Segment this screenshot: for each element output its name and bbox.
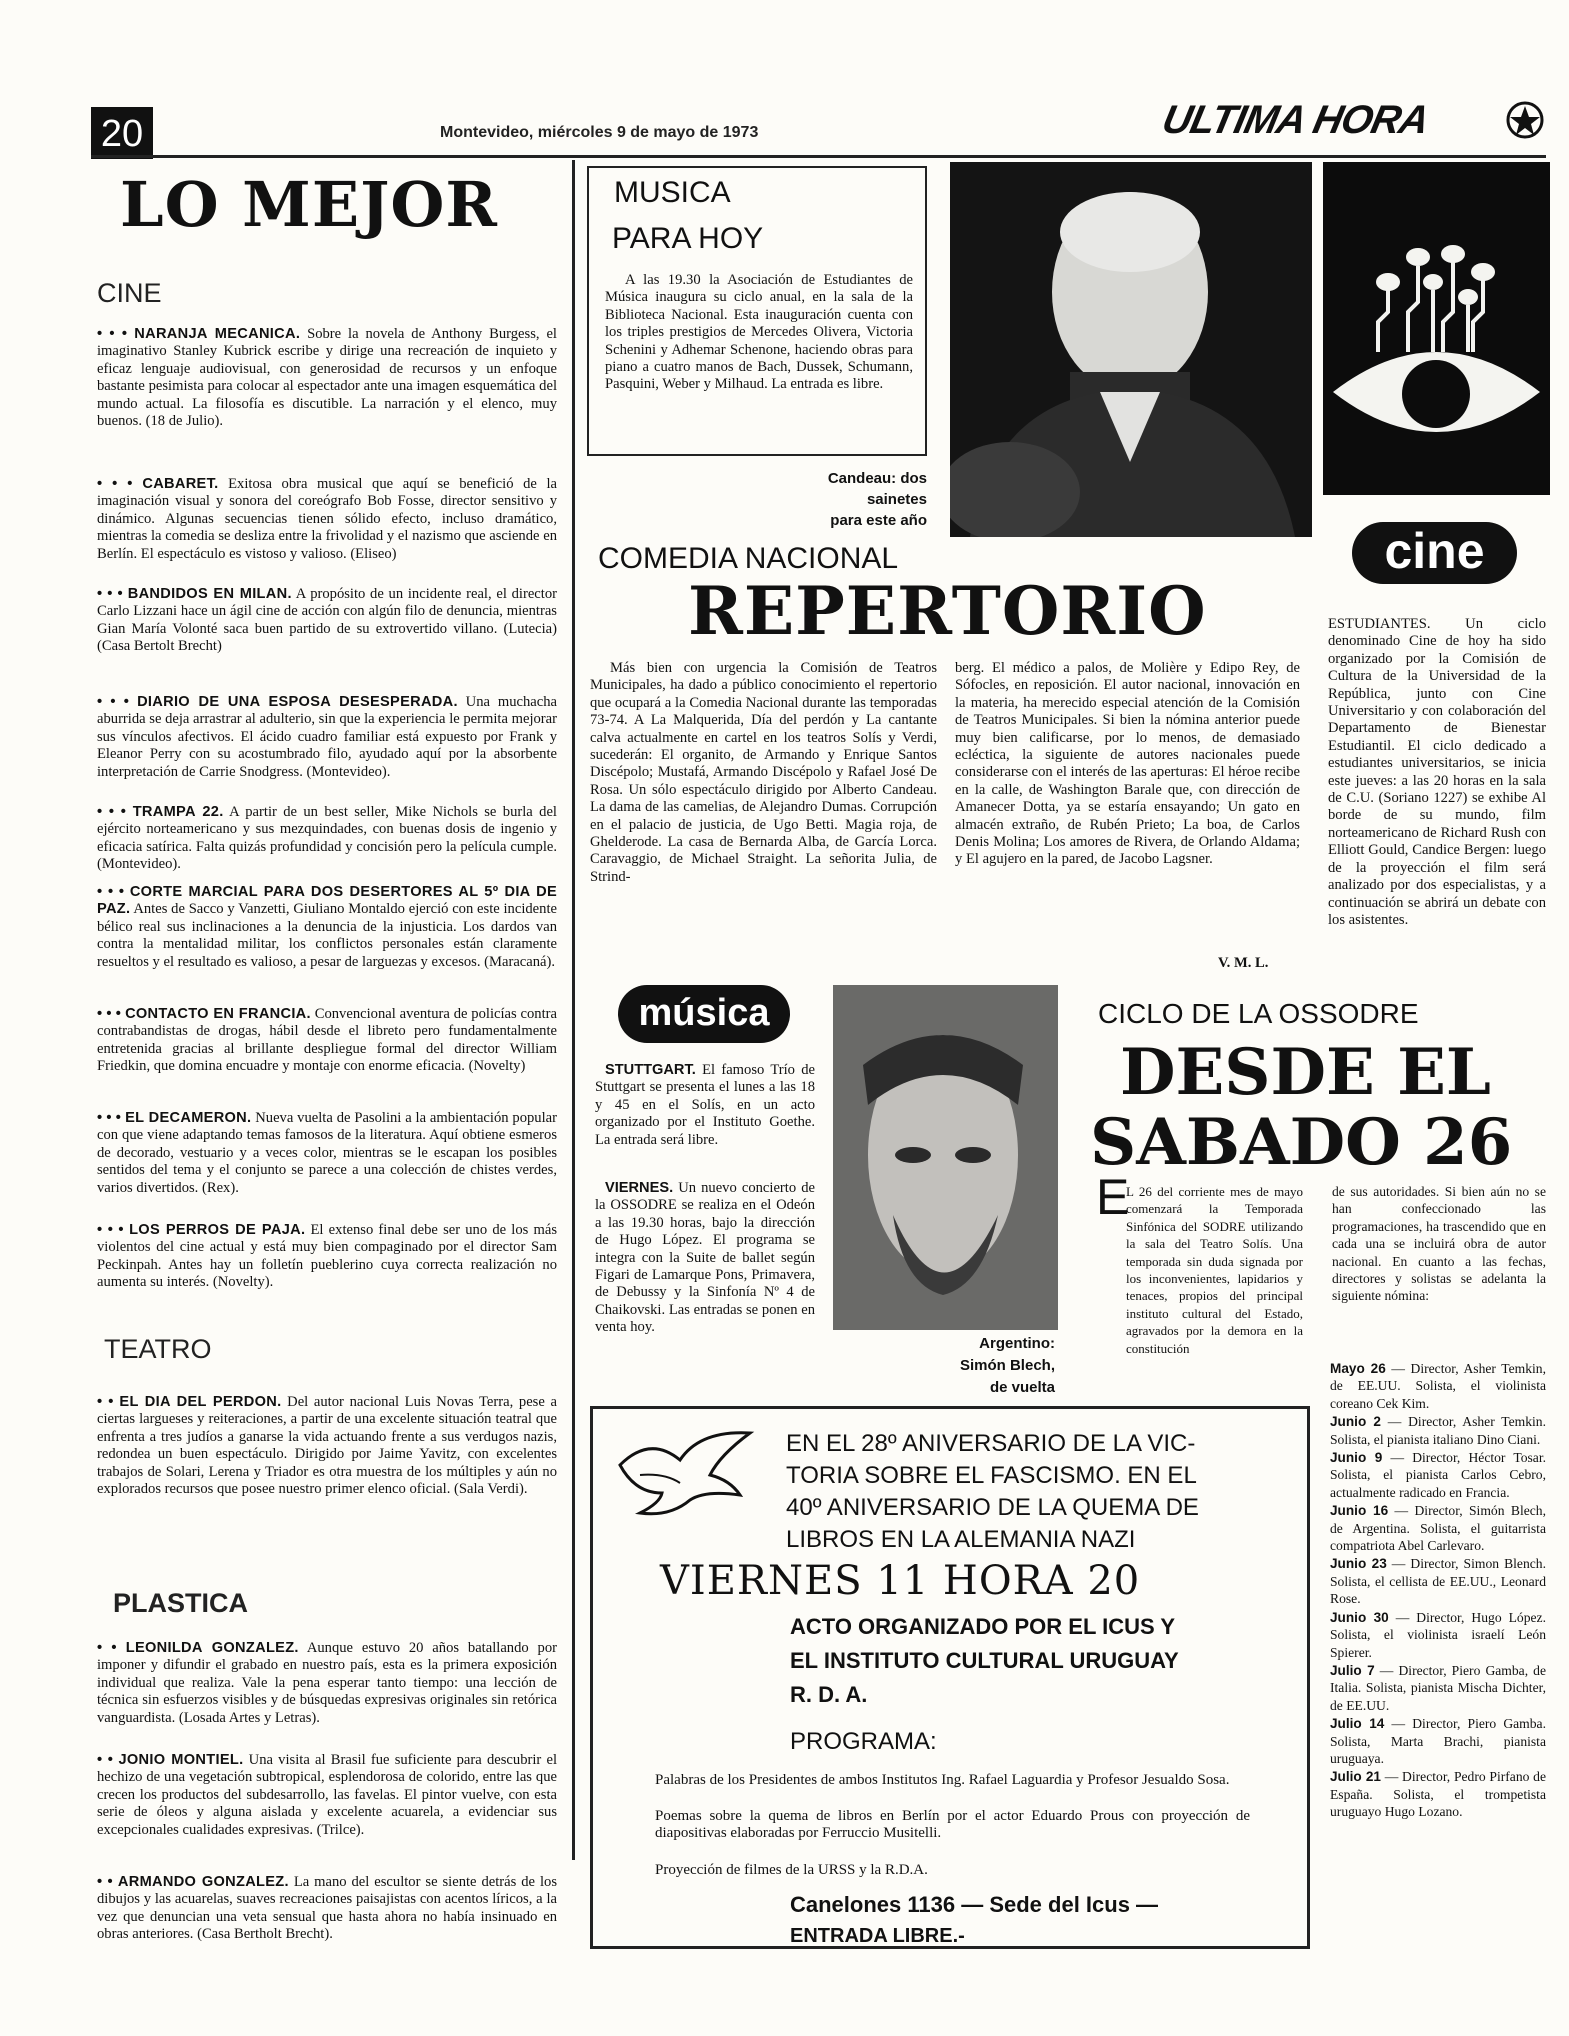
ossodre-col1: L 26 del corriente mes de mayo comenzará la Temporada Sinfónica del SODRE utilizando la sala del Teatro Solís. Una temporada sin duda signada por los inconvenientes, lapidarios y tenaces, propios del principal instituto cultural del Estado, agravados por la demora en la constitución — [1126, 1184, 1303, 1356]
masthead-logo: ULTIMA HORA — [1158, 98, 1433, 142]
blech-caption-1: Argentino: — [979, 1335, 1055, 1352]
review-item-title: LEONILDA GONZALEZ. — [125, 1640, 299, 1656]
review-item-text: Sobre la novela de Anthony Burgess, el imaginativo Stanley Kubrick escribe y dirige una recreación de inquieto y eficaz lenguaje audiovisual, con generosidad de recursos y un enfoque bastante pesimista para colocar al espectador ante una imagen esquemática del mundo actual. La filosofía es discutible. La narración y el elenco, muy buenos. (18 de Julio). — [97, 326, 557, 430]
repertorio-title: REPERTORIO — [688, 572, 1207, 650]
column-rule — [572, 160, 575, 1860]
ad-org-1: ACTO ORGANIZADO POR EL ICUS Y — [790, 1614, 1176, 1639]
schedule-date: Junio 23 — [1330, 1556, 1387, 1572]
bullet-icon: • • • — [97, 476, 143, 492]
bullet-icon: • • • — [97, 326, 135, 342]
dove-icon — [610, 1425, 760, 1520]
ad-line-4: LIBROS EN LA ALEMANIA NAZI — [786, 1526, 1136, 1553]
review-item — [97, 884, 557, 971]
review-item-text: Una visita al Brasil fue suficiente para descubrir el hechizo de una vegetación subtropical, esplendorosa de colorido, entre las que crecen los productos del subdesarrollo, las favelas. El pintor vuelve, con esta serie de óleos y alguna aislada y excelente acuarela, a evidenciar sus excepcionales cualidades expresivas. (Trilce). — [97, 1752, 558, 1838]
candeau-caption-3: para este año — [830, 512, 927, 529]
review-item-text: Del autor nacional Luis Novas Terra, pese a ciertas largueses y reiteraciones, a partir de una excelente situación teatral que enfrenta a tres judíos a ganarse la vida actuando frente a sus verdugos nazis, redondea un buen espectáculo. Dirigido por Jaime Yavitz, con excelentes trabajos de Solari, Lerena y Triador es otra muestra de los múltiples y aún no explorados recursos que posee nuestro primer elenco oficial. (Sala Verdi). — [97, 1394, 558, 1498]
review-item-text: Aunque estuvo 20 años batallando por imponer y difundir el grabado en nuestro país, esta es la primera exposición individual que realiza. Vale la pena esperar tanto tiempo: una lección de técnica sin esfuerzos visibles y de búsquedas expresivas originales sin retórica vanguardista. (Losada Artes y Letras). — [97, 1640, 558, 1726]
ad-programa: PROGRAMA: — [790, 1728, 937, 1755]
ad-prog-2: Poemas sobre la quema de libros en Berlín por el actor Eduardo Prous con proyección de diapositivas elaboradas por Ferruccio Musitelli. — [655, 1808, 1250, 1842]
ad-line-3: 40º ANIVERSARIO DE LA QUEMA DE — [786, 1494, 1199, 1521]
schedule-date: Julio 7 — [1330, 1662, 1375, 1678]
bullet-icon: • • • — [97, 1110, 126, 1126]
ad-org-3: R. D. A. — [790, 1682, 868, 1707]
ad-prog-1: Palabras de los Presidentes de ambos Institutos Ing. Rafael Laguardia y Profesor Jesualdo Sosa. — [655, 1772, 1230, 1788]
review-item — [97, 1394, 557, 1498]
ossodre-title-2: SABADO 26 — [1090, 1105, 1513, 1180]
schedule-text: — Director, Hugo López. Solista, el violinista israelí León Spierer. — [1330, 1609, 1546, 1660]
review-item — [97, 804, 557, 874]
review-item-text: Exitosa obra musical que aquí se benefició de la imaginación visual y sonora del coreógrafo Bob Fosse, director sensitivo y dinámico. Algunas secuencias tienen sólido efecto, incluso dramático, mientras la comedia se desliza entre la frivolidad y el nazismo que asciende en Berlín. El espectáculo es vistoso y valioso. (Eliseo) — [97, 476, 557, 562]
schedule-item — [1330, 1662, 1546, 1714]
review-item — [97, 476, 557, 563]
schedule-text: — Director, Piero Gamba. Solista, Marta Brachi, pianista uruguaya. — [1330, 1716, 1546, 1766]
repertorio-kicker: COMEDIA NACIONAL — [598, 542, 899, 575]
schedule-text: — Director, Asher Temkin, de EE.UU. Solista, el violinista coreano Cek Kim. — [1330, 1361, 1546, 1411]
bullet-icon: • • • — [97, 586, 128, 602]
bullet-icon: • • — [97, 1394, 120, 1410]
schedule-text: — Director, Héctor Tosar. Solista, el pianista Carlos Cebro, actualmente radicado en Francia. — [1330, 1450, 1546, 1500]
ad-big-line: VIERNES 11 HORA 20 — [660, 1558, 1141, 1604]
ad-line-2: TORIA SOBRE EL FASCISMO. EN EL — [786, 1462, 1197, 1489]
repertorio-col2: berg. El médico a palos, de Molière y Edipo Rey, de Sófocles, en reposición. El autor nacional, innovación en la materia, ha merecido especial atención de la Comisión de Teatros Municipales. Si bien la nómina anterior puede muy bien calificarse, por lo menos, de demasiado ecléctica, la siguiente de autores nacionales puede considerarse con el interés de las aperturas: El héroe recibe en la calle, de Washington Barale que, con dirección de Amanecer Dotta, ya se estaría ensayando; Un gato en almacén extraño, de Rubén Prieto; La boa, de Carlos Denis Molina; Los amores de Rivera, de Orlando Aldama; y El agujero en la pared, de Jacobo Lagsner. — [955, 660, 1300, 868]
schedule-item — [1330, 1609, 1546, 1661]
review-item-title: EL DECAMERON. — [125, 1110, 252, 1126]
header-rule — [91, 155, 1546, 158]
schedule-text: — Director, Asher Temkin. Solista, el pianista italiano Dino Ciani. — [1330, 1414, 1546, 1447]
blech-caption-2: Simón Blech, — [959, 1357, 1055, 1374]
review-item-title: CONTACTO EN FRANCIA. — [125, 1006, 311, 1022]
repertorio-signature: V. M. L. — [1218, 955, 1269, 971]
cine-heading: CINE — [97, 278, 162, 308]
ossodre-col2: de sus autoridades. Si bien aún no se han confeccionado las programaciones, ha trascendido que en cada una se incluirá obra de autor nacional. En cuanto a las fechas, directores y solistas se adelanta la siguiente nómina: — [1332, 1184, 1546, 1304]
schedule-text: — Director, Piero Gamba, de Italia. Solista, pianista Mischa Dichter, de EE.UU. — [1330, 1662, 1546, 1713]
bullet-icon: • • — [97, 1752, 119, 1768]
schedule-item — [1330, 1715, 1546, 1767]
musica-para-hoy-title-1: MUSICA — [614, 176, 731, 209]
musica-viernes-title: VIERNES. — [605, 1180, 674, 1196]
ossodre-dropcap: E — [1096, 1169, 1130, 1225]
repertorio-col1: Más bien con urgencia la Comisión de Teatros Municipales, ha dado a público conocimiento el repertorio que ocupará a la Comedia Nacional durante las temporadas 73-74. A La Malquerida, Día del perdón y La cantante calva actualmente en cartel en los teatros Solís y Verdi, sucederán: El organito, de Armando y Enrique Santos Discépolo; Mustafá, Armando Discépolo y Rafael José De Rosa. Un sólo espectáculo dirigido por Alberto Candeau. La dama de las camelias, de Alejandro Dumas. Corrupción en el palacio de justicia, de Ugo Betti. Magia roja, de Ghelderode. La casa de Bernarda Alba, de García Lorca. Caravaggio, de Michael Straight. La señorita Julia, de Strind- — [590, 660, 937, 885]
teatro-heading: TEATRO — [104, 1334, 212, 1364]
review-item-title: BANDIDOS EN MILAN. — [127, 586, 292, 602]
review-item-title: CORTE MARCIAL PARA DOS DESERTORES AL 5º DIA DE PAZ. — [97, 884, 557, 918]
bullet-icon: • • • — [97, 1006, 126, 1022]
ad-org-2: EL INSTITUTO CULTURAL URUGUAY — [790, 1648, 1179, 1673]
review-item — [97, 1640, 557, 1727]
bullet-icon: • • • — [97, 694, 138, 710]
review-item-text: A propósito de un incidente real, el director Carlo Lizzani hace un ágil cine de acción con algún filo de denuncia, mientras Gian María Volonté saca buen partido de su extrovertido villano. (Lutecia) (Casa Bertolt Brecht) — [97, 586, 557, 655]
review-item — [97, 1110, 557, 1197]
schedule-text: — Director, Pedro Pirfano de España. Solista, el trompetista uruguayo Hugo Lozano. — [1330, 1769, 1546, 1820]
candeau-photo — [950, 162, 1312, 537]
blech-photo — [833, 985, 1058, 1330]
review-item — [97, 1222, 557, 1292]
musica-viernes — [595, 1180, 815, 1337]
musica-stuttgart-text: El famoso Trío de Stuttgart se presenta el lunes a las 18 y 45 en el Solís, en un acto organizado por el Instituto Goethe. La entrada será libre. — [595, 1062, 815, 1148]
review-item — [97, 1874, 557, 1944]
schedule-text: — Director, Simon Blench. Solista, el cellista de EE.UU., Leonard Rose. — [1330, 1556, 1546, 1607]
schedule-date: Mayo 26 — [1330, 1361, 1386, 1376]
musica-para-hoy-text: A las 19.30 la Asociación de Estudiantes de Música inaugura su ciclo anual, en la sala de la Biblioteca Nacional. Esta inauguración cuenta con los triples prestigios de Mercedes Olivera, Victoria Schenini y Adhemar Schenone, haciendo obras para piano a cuatro manos de Bach, Dussek, Schumann, Pasquini, Weber y Milhaud. La entrada es libre. — [605, 272, 913, 393]
bullet-icon: • • • — [97, 1222, 130, 1238]
cine-graphic — [1323, 162, 1550, 495]
masthead-star-icon — [1505, 100, 1545, 140]
schedule-date: Julio 21 — [1330, 1769, 1381, 1785]
review-item-title: JONIO MONTIEL. — [118, 1752, 244, 1768]
schedule-item — [1330, 1360, 1546, 1412]
schedule-item — [1330, 1449, 1546, 1501]
ossodre-schedule — [1330, 1360, 1546, 1822]
schedule-date: Junio 2 — [1330, 1414, 1381, 1430]
ossodre-title-1: DESDE EL — [1120, 1035, 1491, 1110]
review-item — [97, 694, 557, 781]
review-item-text: El extenso final debe ser uno de los más violentos del cine actual y está muy bien compaginado por el director Sam Peckinpah. Antes hay un folletín pueblerino cuya correcta realización no aumenta su interés. (Novelty). — [97, 1222, 557, 1291]
review-item-title: EL DIA DEL PERDON. — [119, 1394, 282, 1410]
bullet-icon: • • • — [97, 804, 133, 820]
page-number: 20 — [100, 113, 144, 155]
review-item — [97, 586, 557, 656]
blech-caption-3: de vuelta — [989, 1379, 1055, 1396]
review-item-title: ARMANDO GONZALEZ. — [117, 1874, 289, 1890]
musica-stuttgart-title: STUTTGART. — [605, 1062, 696, 1078]
bullet-icon: • • • — [97, 884, 130, 900]
review-item — [97, 326, 557, 430]
review-item-text: Antes de Sacco y Vanzetti, Giuliano Montaldo ejerció con este incidente bélico real sus inclinaciones a la denuncia de la injusticia. Los dardos van contra la mentalidad militar, los conflictos personales están claramente resueltos y el resultado es valioso, a pesar de larguezas y excesos. (Maracaná). — [97, 901, 557, 970]
review-item-text: Convencional aventura de policías contra contrabandistas de drogas, hábil desde el libreto pero fundamentalmente entretenida gracias al brillante despliegue formal del director William Friedkin, que domina encuadre y montaje con enorme eficacia. (Novelty) — [97, 1006, 557, 1075]
bullet-icon: • • — [97, 1874, 118, 1890]
schedule-date: Junio 30 — [1330, 1609, 1389, 1625]
review-item-title: TRAMPA 22. — [132, 804, 224, 820]
dateline: Montevideo, miércoles 9 de mayo de 1973 — [440, 124, 759, 141]
review-item-title: LOS PERROS DE PAJA. — [129, 1222, 306, 1238]
review-item-text: Una muchacha aburrida se deja arrastrar al adulterio, sin que la experiencia le permita mejorar sus vínculos afectivos. El ácido cuadro familiar está expuesto por Frank y Eleanor Perry con su acostumbrado filo, ayudado aquí por la absorbente interpretación de Carrie Snodgress. (Montevideo). — [97, 694, 557, 780]
schedule-item — [1330, 1555, 1546, 1607]
musica-viernes-text: Un nuevo concierto de la OSSODRE se realiza en el Odeón a las 19.30 horas, bajo la dirección de Hugo López. El programa se integra con la Suite de ballet según Figari de Lamarque Pons, Primavera, de Debussy y la Sinfonía Nº 4 de Chaikovski. Las entradas se ponen en venta hoy. — [595, 1180, 815, 1336]
plastica-heading: PLASTICA — [113, 1588, 248, 1618]
review-item-text: Nueva vuelta de Pasolini a la ambientación popular con que viene adaptando temas famosos de la literatura. Aquí obtiene esmeros de decorado, vestuario y a veces color, mientras se le escapan los posibles sentidos del tema y el conjunto se parece a una colección de chistes verdes, varios divertidos. (Rex). — [97, 1110, 557, 1196]
schedule-date: Julio 14 — [1330, 1716, 1385, 1732]
review-item — [97, 1752, 557, 1839]
lo-mejor-title: LO MEJOR — [120, 168, 498, 241]
schedule-item — [1330, 1768, 1546, 1820]
review-item-title: NARANJA MECANICA. — [134, 326, 301, 342]
schedule-item — [1330, 1413, 1546, 1448]
cine-badge-label: cine — [1384, 523, 1485, 579]
schedule-text: — Director, Simón Blech, de Argentina. Solista, el guitarrista compatriota Abel Carlevaro. — [1330, 1503, 1546, 1554]
ad-prog-3: Proyección de filmes de la URSS y la R.D.A. — [655, 1862, 928, 1878]
bullet-icon: • • — [97, 1640, 126, 1656]
musica-para-hoy-title-2: PARA HOY — [612, 222, 764, 255]
ad-line-1: EN EL 28º ANIVERSARIO DE LA VIC- — [786, 1430, 1196, 1457]
review-item-text: A partir de un best seller, Mike Nichols se burla del ejército norteamericano y sus mezquindades, con buenas dosis de ingenio y eficacia satírica. Falta quizás profundidad y concisión pero la película cumple. (Montevideo). — [97, 804, 557, 873]
candeau-caption-1: Candeau: dos — [827, 470, 927, 487]
candeau-caption-2: sainetes — [866, 491, 927, 508]
schedule-date: Junio 16 — [1330, 1503, 1389, 1519]
review-item-title: DIARIO DE UNA ESPOSA DESESPERADA. — [137, 694, 458, 710]
cine-estudiantes-text: ESTUDIANTES. Un ciclo denominado Cine de hoy ha sido organizado por la Comisión de Cultura de la Universidad de la República, junto con Cine Universitario y con colaboración del Departamento de Bienestar Estudiantil. El ciclo dedicado a estudiantes universitarios, se inicia este jueves: a las 20 horas en la sala de C.U. (Soriano 1227) se exhibe Al borde de su mundo, film norteamericano de Richard Rush con Elliott Gould, Candice Bergen: luego de la proyección el film será analizado por dos especialistas, y a continuación se abrirá un debate con los asistentes. — [1328, 616, 1546, 928]
schedule-date: Junio 9 — [1330, 1450, 1383, 1466]
ad-entrada: ENTRADA LIBRE.- — [790, 1925, 965, 1947]
musica-badge-label: música — [638, 992, 770, 1034]
review-item — [97, 1006, 557, 1076]
ossodre-kicker: CICLO DE LA OSSODRE — [1098, 998, 1419, 1029]
review-item-title: CABARET. — [142, 476, 219, 492]
schedule-item — [1330, 1502, 1546, 1554]
ad-address: Canelones 1136 — Sede del Icus — — [790, 1892, 1159, 1917]
musica-stuttgart — [595, 1062, 815, 1149]
review-item-text: La mano del escultor se siente detrás de los dibujos y las acuarelas, suaves recreaciones paisajistas con acentos líricos, a la vez que denuncian una veta sensual que hasta ahora no había insinuado en obras anteriores. (Casa Bertholt Brecht). — [97, 1874, 558, 1943]
